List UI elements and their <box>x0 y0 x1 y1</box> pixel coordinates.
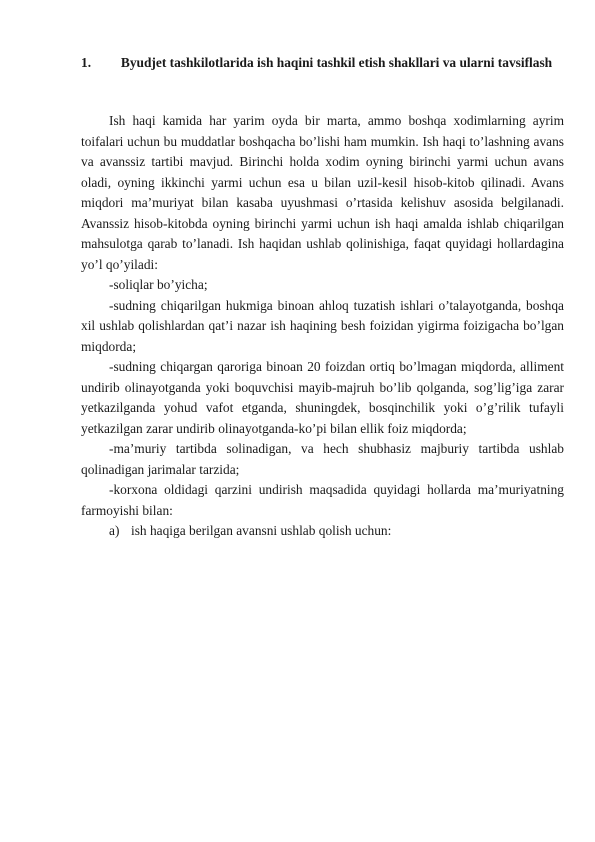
paragraph-fines: -ma’muriy tartibda solinadigan, va hech shubhasiz majburiy tartibda ushlab qolinadigan jarimalar tarzida; <box>81 441 564 477</box>
list-marker: a) <box>109 523 120 538</box>
paragraph-court-decision: -sudning chiqargan qaroriga binoan 20 foizdan ortiq bo’lmagan miqdorda, alliment undirib olinayotganda yoki boquvchisi mayib-majruh bo’lib qolganda, sog’lig’iga zarar yetkazilganda yohud vafot etganda, shuningdek, bosqinchilik yoki o’g’rilik tufayli yetkazilgan zarar undirib olinayotganda-ko’pi bilan ellik foiz miqdorda; <box>81 359 564 436</box>
section-heading <box>81 53 564 73</box>
paragraph-debt: -korxona oldidagi qarzini undirish maqsadida quyidagi hollarda ma’muriyatning farmoyishi bilan: <box>81 482 564 518</box>
section-title: Byudjet tashkilotlarida ish haqini tashkil etish shakllari va ularni tavsiflash <box>120 55 553 70</box>
paragraph-court-sentence: -sudning chiqarilgan hukmiga binoan ahloq tuzatish ishlari o’talayotganda, boshqa xil ushlab qolishlardan qat’i nazar ish haqining besh foizidan yigirma foizigacha bo’lgan miqdorda; <box>81 297 564 354</box>
paragraph-intro: Ish haqi kamida har yarim oyda bir marta, ammo boshqa xodimlarning ayrim toifalari uchun bu muddatlar boshqacha bo’lishi ham mumkin. Ish haqi to’lashning avans va avanssiz tartibi mavjud. Birinchi holda xodim oyning birinchi yarmi uchun avans oladi, oyning ikkinchi yarmi uchun esa u bilan uzil-kesil hisob-kitob qilinadi. Avans miqdori ma’muriyat bilan kasaba uyushmasi o’rtasida kelishuv asosida belgilanadi. Avanssiz hisob-kitobda oyning birinchi yarmi uchun ish haqi amalda ishlab chiqarilgan mahsulotga qarab to’lanadi. Ish haqidan ushlab qolinishiga, faqat quyidagi hollardagina yo’l qo’yiladi: <box>81 113 564 272</box>
section-number: 1. <box>81 55 92 70</box>
body-text <box>81 111 564 542</box>
paragraph-taxes: -soliqlar bo’yicha; <box>109 277 208 292</box>
list-item <box>81 521 564 542</box>
list-item-text: ish haqiga berilgan avansni ushlab qolish uchun: <box>131 523 392 538</box>
